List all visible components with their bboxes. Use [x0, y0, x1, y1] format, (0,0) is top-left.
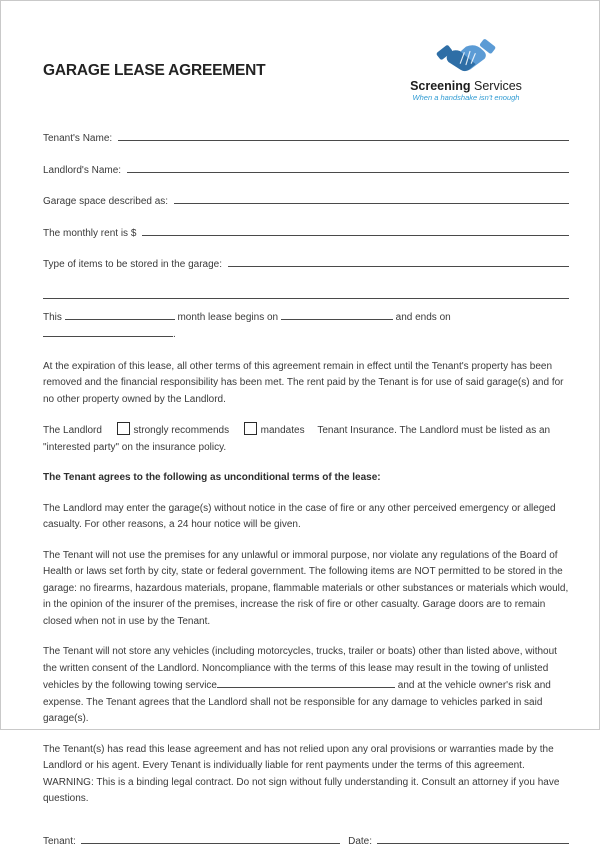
garage-space-label: Garage space described as: [43, 194, 174, 211]
binding-contract-paragraph: The Tenant(s) has read this lease agreement and has not relied upon any oral provisions or warranties made by the Landlord or his agent. Every Tenant is individually liable for rent payments under the terms of this agreement. WARNING: This is a binding legal contract. Do not sign without fully understanding it. Consult an attorney if you have questions. [43, 742, 569, 808]
stored-items-label: Type of items to be stored in the garage: [43, 257, 228, 274]
handshake-icon [391, 39, 541, 77]
brand-tagline: When a handshake isn't enough [391, 93, 541, 103]
strongly-recommends-checkbox[interactable] [117, 422, 130, 435]
insurance-suffix: Tenant Insurance. The Landlord must be listed as an "interested party" on the insurance policy. [43, 425, 550, 453]
mandates-label: mandates [261, 425, 305, 436]
tenant-name-blank-line[interactable] [118, 129, 569, 141]
lease-term-period: . [173, 329, 176, 340]
insurance-prefix: The Landlord [43, 425, 102, 436]
towing-service-blank[interactable] [217, 677, 395, 688]
date-label: Date: [348, 834, 377, 850]
field-row-tenant-name [43, 129, 569, 148]
field-row-monthly-rent [43, 224, 569, 243]
vehicles-text-before-blank: The Tenant will not store any vehicles (including motorcycles, trucks, trailer or boats) other than listed above, without the written consent of the Landlord. Noncompliance with the terms of this lease may result in the towing of unlisted vehicles by the following towing service [43, 646, 557, 691]
garage-space-blank-line[interactable] [174, 192, 569, 204]
landlord-name-blank-line[interactable] [127, 161, 569, 173]
screening-services-logo [391, 39, 541, 103]
lease-begin-date-blank[interactable] [281, 309, 393, 320]
tenant-name-label: Tenant's Name: [43, 131, 118, 148]
lease-months-blank[interactable] [65, 309, 175, 320]
date-blank[interactable] [377, 832, 569, 844]
monthly-rent-label: The monthly rent is $ [43, 226, 142, 243]
insurance-line [43, 422, 569, 456]
stored-items-blank-line[interactable] [228, 255, 569, 267]
brand-name-bold: Screening [410, 79, 470, 93]
stored-items-continuation-line[interactable] [43, 287, 569, 299]
field-row-landlord-name [43, 161, 569, 180]
page-title: GARAGE LEASE AGREEMENT [43, 63, 265, 80]
lease-term-begins-label: month lease begins on [177, 312, 278, 323]
terms-heading: The Tenant agrees to the following as unconditional terms of the lease: [43, 470, 569, 487]
document-header [43, 39, 569, 103]
tenant-signature-label: Tenant: [43, 834, 81, 850]
lease-term-line [43, 309, 569, 344]
brand-name-regular: Services [471, 79, 522, 93]
field-row-garage-space [43, 192, 569, 211]
lease-term-ends-label: and ends on [396, 312, 451, 323]
tenant-signature-blank[interactable] [81, 832, 340, 844]
mandates-checkbox[interactable] [244, 422, 257, 435]
signature-row [43, 832, 569, 850]
landlord-name-label: Landlord's Name: [43, 163, 127, 180]
strongly-recommends-label: strongly recommends [134, 425, 230, 436]
expiration-paragraph: At the expiration of this lease, all other terms of this agreement remain in effect until the Tenant's property has been removed and the financial responsibility has been met. The rent paid by the Tenant is for use of said garage(s) and for no other property owned by the Landlord. [43, 359, 569, 409]
monthly-rent-blank-line[interactable] [142, 224, 569, 236]
brand-name [391, 79, 541, 93]
vehicles-text-after-blank: and at the vehicle owner's risk and expense. The Tenant agrees that the Landlord shall not be responsible for any damage to vehicles parked in said garage(s). [43, 680, 551, 724]
prohibited-items-paragraph: The Tenant will not use the premises for any unlawful or immoral purpose, nor violate any regulations of the Board of Health or laws set forth by city, state or federal government. The following items are NOT permitted to be stored in the garage: no firearms, hazardous materials, propane, flammable materials or other substances or materials which would, in the opinion of the insurer of the premises, increase the risk of fire or other casualty. Garage doors are to remain closed when not in use by the Tenant. [43, 548, 569, 631]
vehicles-paragraph [43, 644, 569, 728]
entry-paragraph: The Landlord may enter the garage(s) without notice in the case of fire or any other perceived emergency or alleged casualty. For other reasons, a 24 hour notice will be given. [43, 501, 569, 534]
lease-term-this-label: This [43, 312, 62, 323]
field-row-stored-items [43, 255, 569, 274]
lease-end-date-blank[interactable] [43, 326, 173, 337]
